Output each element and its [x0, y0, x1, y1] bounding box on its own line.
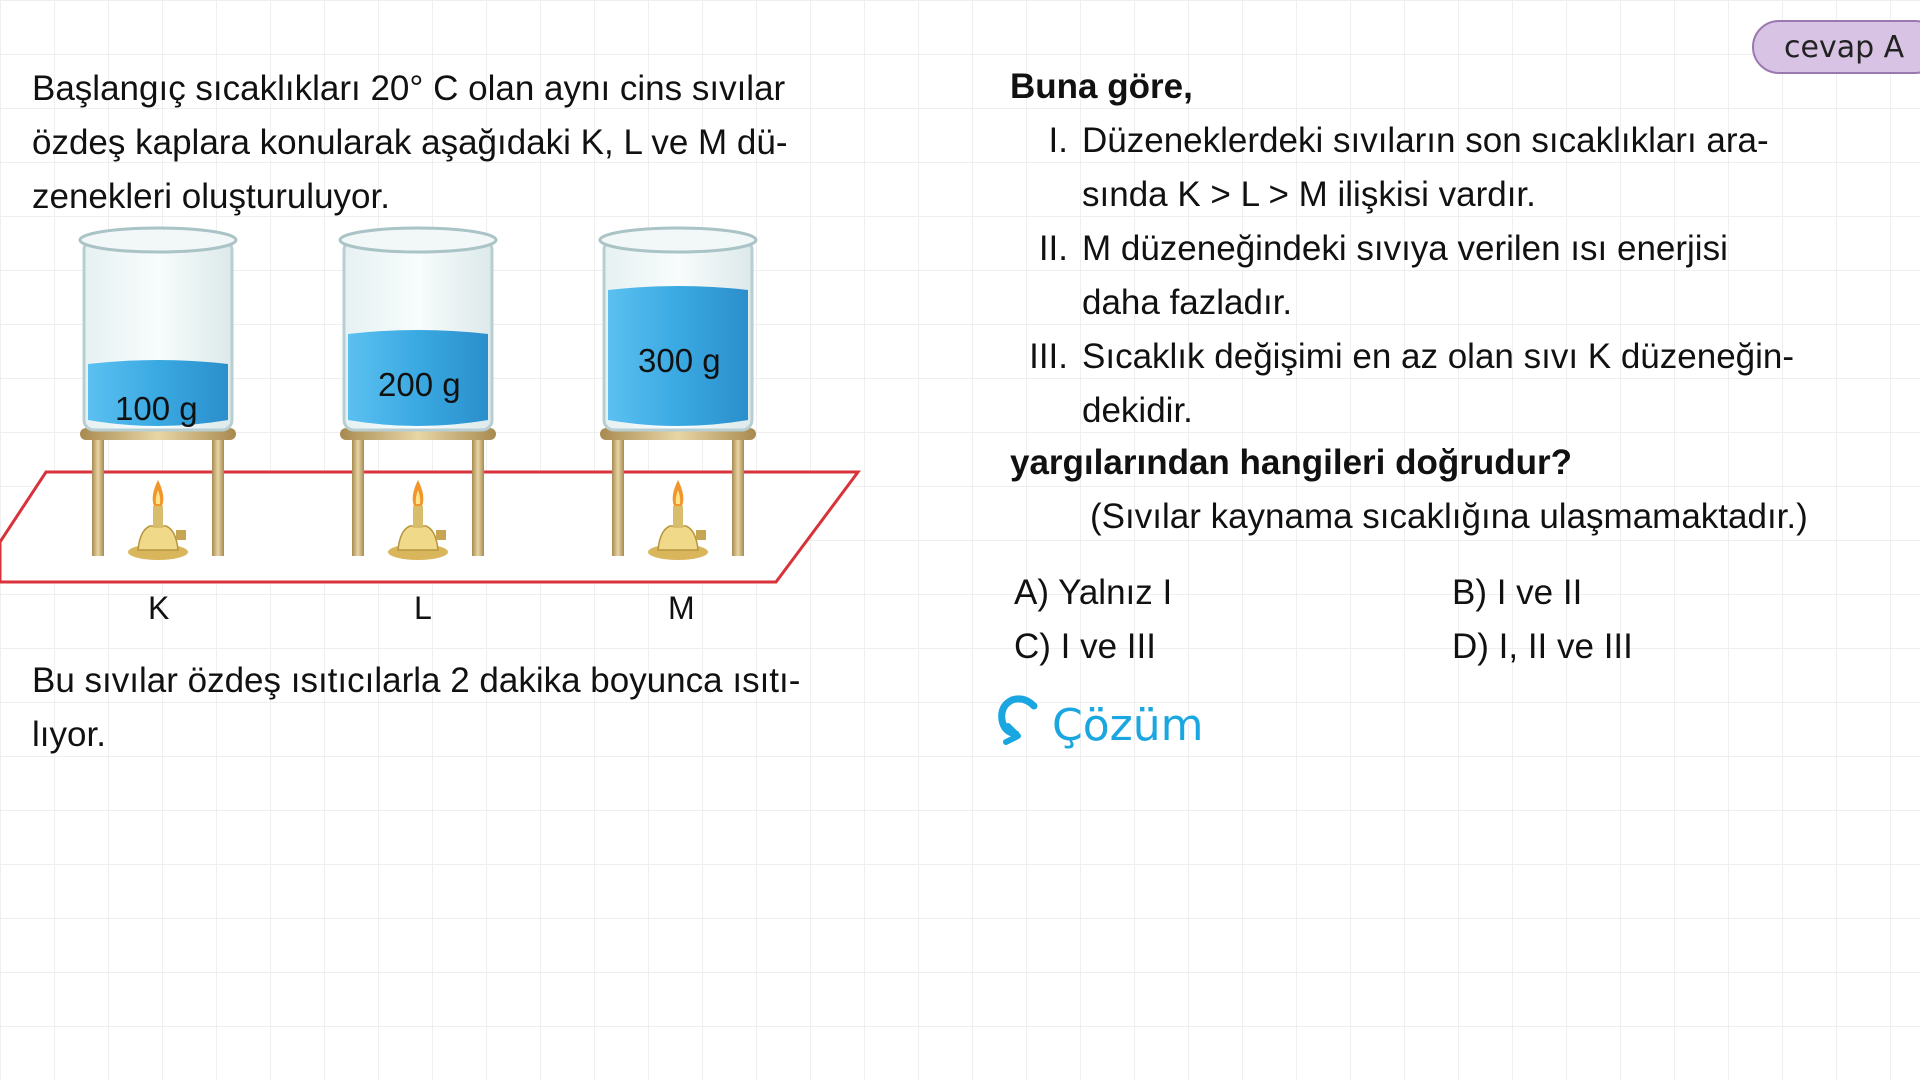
- statement-line: dekidir.: [1082, 391, 1193, 430]
- question-head: Buna göre,: [1010, 67, 1193, 106]
- apparatus-figure: [0, 220, 880, 645]
- statement-line: Sıcaklık değişimi en az olan sıvı K düzeneğin-: [1082, 337, 1795, 376]
- statement-line: sında K > L > M ilişkisi vardır.: [1082, 175, 1536, 214]
- question-note: (Sıvılar kaynama sıcaklığına ulaşmamaktadır.): [1090, 497, 1808, 536]
- container-label-l: L: [414, 590, 432, 626]
- option-c[interactable]: C) I ve III: [1014, 627, 1156, 666]
- statement-number: I.: [1048, 121, 1068, 160]
- stand-leg: [352, 430, 364, 556]
- stand-leg: [92, 430, 104, 556]
- mass-label-m: 300 g: [638, 342, 721, 379]
- outro-line-2: lıyor.: [32, 715, 106, 754]
- question-prompt: yargılarından hangileri doğrudur?: [1010, 443, 1572, 482]
- statement-number: II.: [1038, 229, 1068, 268]
- statement-number: III.: [1029, 337, 1068, 376]
- answer-badge[interactable]: cevap A: [1752, 20, 1920, 74]
- option-a[interactable]: A) Yalnız I: [1014, 573, 1173, 612]
- glass-rim: [340, 228, 496, 252]
- solution-arrow-icon: [994, 694, 1040, 757]
- intro-line-1: Başlangıç sıcaklıkları 20° C olan aynı cins sıvılar: [32, 69, 786, 108]
- intro-line-3: zenekleri oluşturuluyor.: [32, 177, 390, 216]
- stand-leg: [612, 430, 624, 556]
- intro-line-2: özdeş kaplara konularak aşağıdaki K, L ve M dü-: [32, 123, 788, 162]
- statement-1: [1010, 114, 1850, 222]
- option-b[interactable]: B) I ve II: [1452, 573, 1583, 612]
- statement-line: M düzeneğindeki sıvıya verilen ısı enerjisi: [1082, 229, 1728, 268]
- glass-rim: [600, 228, 756, 252]
- option-d[interactable]: D) I, II ve III: [1452, 627, 1633, 666]
- statement-line: daha fazladır.: [1082, 283, 1293, 322]
- solution-link[interactable]: [994, 690, 1204, 760]
- solution-label: Çözüm: [1052, 699, 1204, 751]
- apparatus-svg: [0, 220, 880, 640]
- outro-line-1: Bu sıvılar özdeş ısıtıcılarla 2 dakika boyunca ısıtı-: [32, 661, 801, 700]
- glass-rim: [80, 228, 236, 252]
- stand-leg: [472, 430, 484, 556]
- statement-line: Düzeneklerdeki sıvıların son sıcaklıkları ara-: [1082, 121, 1769, 160]
- container-m: [600, 228, 756, 560]
- container-label-k: K: [148, 590, 170, 626]
- stand-leg: [732, 430, 744, 556]
- mass-label-k: 100 g: [115, 390, 198, 427]
- stand-leg: [212, 430, 224, 556]
- mass-label-l: 200 g: [378, 366, 461, 403]
- container-label-m: M: [668, 590, 695, 626]
- statement-2: [1010, 222, 1850, 330]
- statement-3: [1010, 330, 1850, 438]
